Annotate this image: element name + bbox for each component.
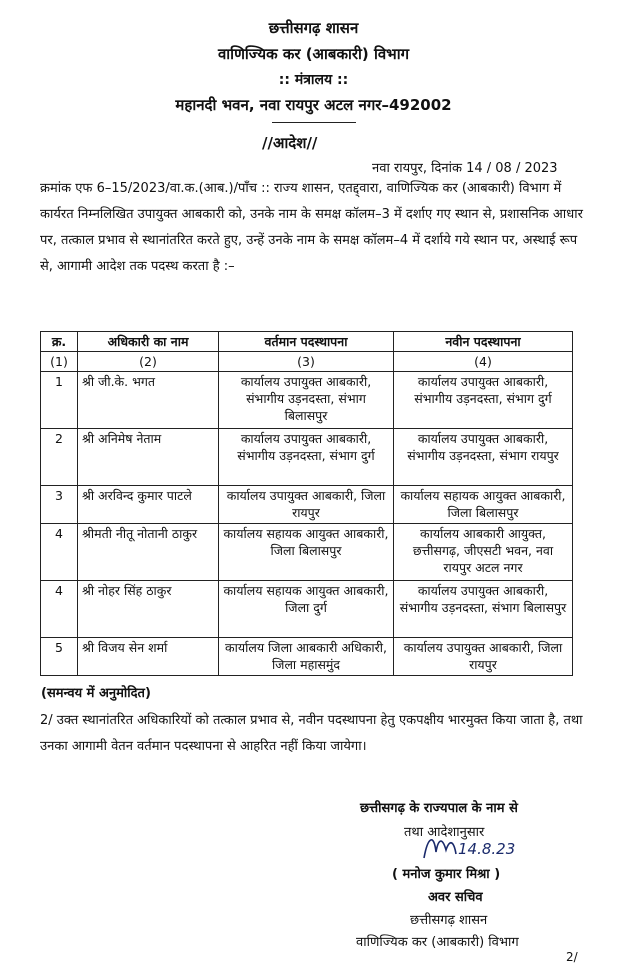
row-sr: 3 xyxy=(41,486,78,524)
row-name: श्री विजय सेन शर्मा xyxy=(78,638,219,676)
row-sr: 4 xyxy=(41,524,78,581)
row-sr: 1 xyxy=(41,372,78,429)
row-new: कार्यालय आबकारी आयुक्त, छत्तीसगढ़, जीएसटी भवन, नवा रायपुर अटल नगर xyxy=(394,524,573,581)
row-new: कार्यालय उपायुक्त आबकारी, जिला रायपुर xyxy=(394,638,573,676)
signatory-designation: अवर सचिव xyxy=(428,890,483,905)
header-sr: क्र. xyxy=(41,332,78,352)
signature-order-line: तथा आदेशानुसार xyxy=(404,825,485,840)
row-current: कार्यालय सहायक आयुक्त आबकारी, जिला बिलासपुर xyxy=(219,524,394,581)
row-sr: 4 xyxy=(41,581,78,638)
transfer-table xyxy=(40,331,573,676)
row-sr: 2 xyxy=(41,429,78,486)
table-row xyxy=(41,429,573,486)
table-row xyxy=(41,581,573,638)
row-current: कार्यालय उपायुक्त आबकारी, संभागीय उड़नदस्ता, संभाग बिलासपुर xyxy=(219,372,394,429)
govt-name: छत्तीसगढ़ शासन xyxy=(268,19,359,37)
col-num-2: (2) xyxy=(78,352,219,372)
signature-handwriting xyxy=(420,830,520,866)
approval-note: (समन्वय में अनुमोदित) xyxy=(41,686,151,701)
address: महानदी भवन, नवा रायपुर अटल नगर–492002 xyxy=(175,96,452,114)
header-divider xyxy=(272,122,356,123)
row-new: कार्यालय उपायुक्त आबकारी, संभागीय उड़नदस्ता, संभाग बिलासपुर xyxy=(394,581,573,638)
row-current: कार्यालय उपायुक्त आबकारी, संभागीय उड़नदस्ता, संभाग दुर्ग xyxy=(219,429,394,486)
row-new: कार्यालय सहायक आयुक्त आबकारी, जिला बिलासपुर xyxy=(394,486,573,524)
header-current: वर्तमान पदस्थापना xyxy=(219,332,394,352)
row-name: श्री नोहर सिंह ठाकुर xyxy=(78,581,219,638)
signatory-govt: छत्तीसगढ़ शासन xyxy=(410,913,488,928)
order-date: नवा रायपुर, दिनांक 14 / 08 / 2023 xyxy=(372,161,558,176)
table-row xyxy=(41,524,573,581)
order-title: //आदेश// xyxy=(262,134,318,152)
table-row xyxy=(41,372,573,429)
row-name: श्रीमती नीतू नोतानी ठाकुर xyxy=(78,524,219,581)
relief-paragraph: 2/ उक्त स्थानांतरित अधिकारियों को तत्काल प्रभाव से, नवीन पदस्थापना हेतु एकपक्षीय भारमुक्त किया जाता है, तथा उनका आगामी वेतन वर्तमान पदस्थापना से आहरित नहीं किया जायेगा। xyxy=(40,713,583,754)
row-current: कार्यालय जिला आबकारी अधिकारी, जिला महासमुंद xyxy=(219,638,394,676)
col-num-1: (1) xyxy=(41,352,78,372)
ministry-label: :: मंत्रालय :: xyxy=(278,72,349,88)
row-name: श्री अरविन्द कुमार पाटले xyxy=(78,486,219,524)
header-new: नवीन पदस्थापना xyxy=(394,332,573,352)
signature-authority: छत्तीसगढ़ के राज्यपाल के नाम से xyxy=(360,801,518,816)
row-new: कार्यालय उपायुक्त आबकारी, संभागीय उड़नदस्ता, संभाग रायपुर xyxy=(394,429,573,486)
signatory-department: वाणिज्यिक कर (आबकारी) विभाग xyxy=(356,935,519,950)
department-name: वाणिज्यिक कर (आबकारी) विभाग xyxy=(217,45,410,63)
header-name: अधिकारी का नाम xyxy=(78,332,219,352)
table-row xyxy=(41,638,573,676)
col-num-3: (3) xyxy=(219,352,394,372)
signatory-name: ( मनोज कुमार मिश्रा ) xyxy=(392,867,501,882)
row-name: श्री अनिमेष नेताम xyxy=(78,429,219,486)
order-intro: क्रमांक एफ 6–15/2023/वा.क.(आब.)/पाँच :: राज्य शासन, एतद्द्वारा, वाणिज्यिक कर (आबकारी) विभाग में कार्यरत निम्नलिखित उपायुक्त आबकारी को, उनके नाम के समक्ष कॉलम–3 में दर्शाए गए स्थान से, प्रशासनिक आधार पर, तत्काल प्रभाव से स्थानांतरित करते हुए, उन्हें उनके नाम के समक्ष कॉलम–4 में दर्शाये गये स्थान पर, अस्थाई रूप से, आगामी आदेश तक पदस्थ करता है :– xyxy=(40,181,583,274)
table-row xyxy=(41,486,573,524)
col-num-4: (4) xyxy=(394,352,573,372)
page-marker: 2/ xyxy=(566,950,578,964)
row-sr: 5 xyxy=(41,638,78,676)
row-name: श्री जी.के. भगत xyxy=(78,372,219,429)
row-new: कार्यालय उपायुक्त आबकारी, संभागीय उड़नदस्ता, संभाग दुर्ग xyxy=(394,372,573,429)
signature-date-handwritten: 14.8.23 xyxy=(458,840,516,858)
row-current: कार्यालय उपायुक्त आबकारी, जिला रायपुर xyxy=(219,486,394,524)
row-current: कार्यालय सहायक आयुक्त आबकारी, जिला दुर्ग xyxy=(219,581,394,638)
